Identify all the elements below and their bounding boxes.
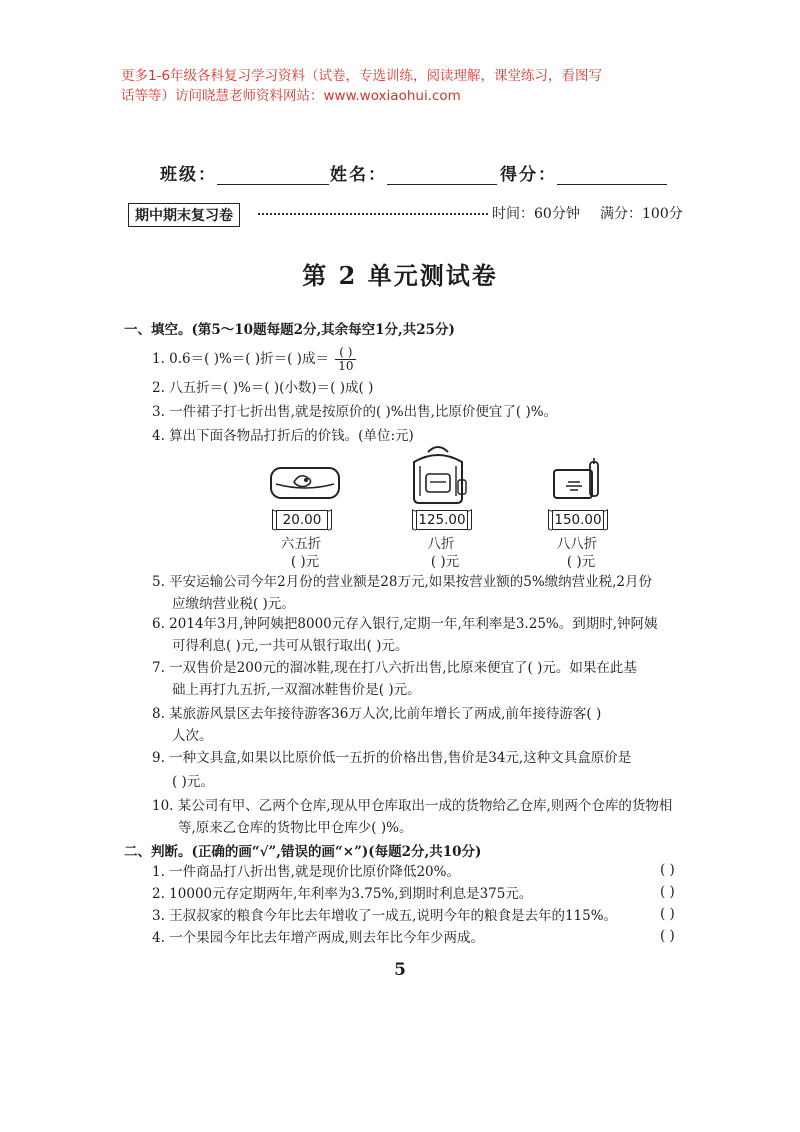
judge-mark-3: ( ): [660, 906, 675, 922]
judge-item-3: 3. 王叔叔家的粮食今年比去年增收了一成五,说明今年的粮食是去年的115%。: [152, 908, 618, 924]
question-8-line-2: 人次。: [172, 728, 213, 744]
name-label: 姓名：: [330, 165, 387, 185]
section2-heading: 二、判断。(正确的画“√”,错误的画“×”)(每题2分,共10分): [124, 844, 482, 860]
question-2: 2. 八五折＝( )%＝( )(小数)＝( )成( ): [152, 380, 374, 396]
judge-item-1: 1. 一件商品打八折出售,就是现价比原价降低20%。: [152, 864, 460, 880]
discount-label-1: 六五折: [280, 536, 322, 552]
fraction-numerator: ( ): [335, 346, 356, 360]
name-field: [330, 160, 497, 185]
question-5-line-1: 5. 平安运输公司今年2月份的营业额是28万元,如果按营业额的5%缴纳营业税,2月份: [152, 574, 653, 590]
question-7-line-2: 础上再打九五折,一双溜冰鞋售价是( )元。: [172, 682, 421, 698]
pencil-case-icon: [268, 458, 342, 506]
fraction-denominator: 10: [338, 359, 354, 373]
answer-blank-1: ( )元: [290, 554, 320, 570]
score-field: [500, 160, 667, 185]
ad-line-2: 话等等）访问晓慧老师资料网站：www.woxiaohui.com: [121, 88, 461, 104]
page-number: 5: [394, 960, 406, 980]
fraction: [335, 346, 356, 373]
price-tag-3: 150.00: [552, 510, 604, 530]
question-8-line-1: 8. 某旅游风景区去年接待游客36万人次,比前年增长了两成,前年接待游客( ): [152, 706, 602, 722]
class-label: 班级：: [160, 165, 217, 185]
question-1: [152, 346, 356, 373]
question-7-line-1: 7. 一双售价是200元的溜冰鞋,现在打八六折出售,比原来便宜了( )元。如果在此基: [152, 660, 637, 676]
class-blank: [217, 166, 329, 185]
question-1-text: 1. 0.6＝( )%＝( )折＝( )成＝: [152, 351, 329, 367]
judge-mark-4: ( ): [660, 928, 675, 944]
section1-heading: 一、填空。(第5～10题每题2分,其余每空1分,共25分): [124, 322, 455, 338]
full-score: 满分：100分: [600, 206, 683, 222]
score-blank: [557, 166, 667, 185]
judge-mark-1: ( ): [660, 862, 675, 878]
stationery-box-icon: [550, 456, 604, 502]
name-blank: [387, 166, 497, 185]
question-10-line-2: 等,原来乙仓库的货物比甲仓库少( )%。: [178, 820, 413, 836]
question-10-line-1: 10. 某公司有甲、乙两个仓库,现从甲仓库取出一成的货物给乙仓库,则两个仓库的货物相: [152, 798, 673, 814]
question-3: 3. 一件裙子打七折出售,就是按原价的( )%出售,比原价便宜了( )%。: [152, 404, 558, 420]
class-field: [160, 160, 329, 185]
answer-blank-2: ( )元: [430, 554, 460, 570]
price-tag-2: 125.00: [416, 510, 468, 530]
score-label: 得分：: [500, 165, 557, 185]
page-title: 第 2 单元测试卷: [302, 261, 498, 290]
time-limit: 时间：60分钟: [492, 206, 580, 222]
judge-mark-2: ( ): [660, 884, 675, 900]
judge-item-2: 2. 10000元存定期两年,年利率为3.75%,到期时利息是375元。: [152, 886, 533, 902]
question-4: 4. 算出下面各物品打折后的价钱。(单位:元): [152, 428, 414, 444]
judge-item-4: 4. 一个果园今年比去年增产两成,则去年比今年少两成。: [152, 930, 484, 946]
question-6-line-2: 可得利息( )元,一共可从银行取出( )元。: [172, 638, 409, 654]
question-5-line-2: 应缴纳营业税( )元。: [172, 596, 295, 612]
review-box-label: 期中期末复习卷: [128, 203, 240, 227]
question-9-line-2: ( )元。: [172, 774, 214, 790]
question-6-line-1: 6. 2014年3月,钟阿姨把8000元存入银行,定期一年,年利率是3.25%。到期时,钟阿姨: [152, 616, 658, 632]
answer-blank-3: ( )元: [566, 554, 596, 570]
backpack-icon: [406, 444, 470, 506]
question-9-line-1: 9. 一种文具盒,如果以比原价低一五折的价格出售,售价是34元,这种文具盒原价是: [152, 750, 632, 766]
dotted-divider: [258, 213, 488, 215]
ad-line-1: 更多1-6年级各科复习学习资料（试卷，专选训练，阅读理解，课堂练习，看图写: [121, 68, 603, 84]
discount-label-3: 八八折: [556, 536, 598, 552]
discount-label-2: 八折: [427, 536, 455, 552]
price-tag-1: 20.00: [276, 510, 328, 530]
